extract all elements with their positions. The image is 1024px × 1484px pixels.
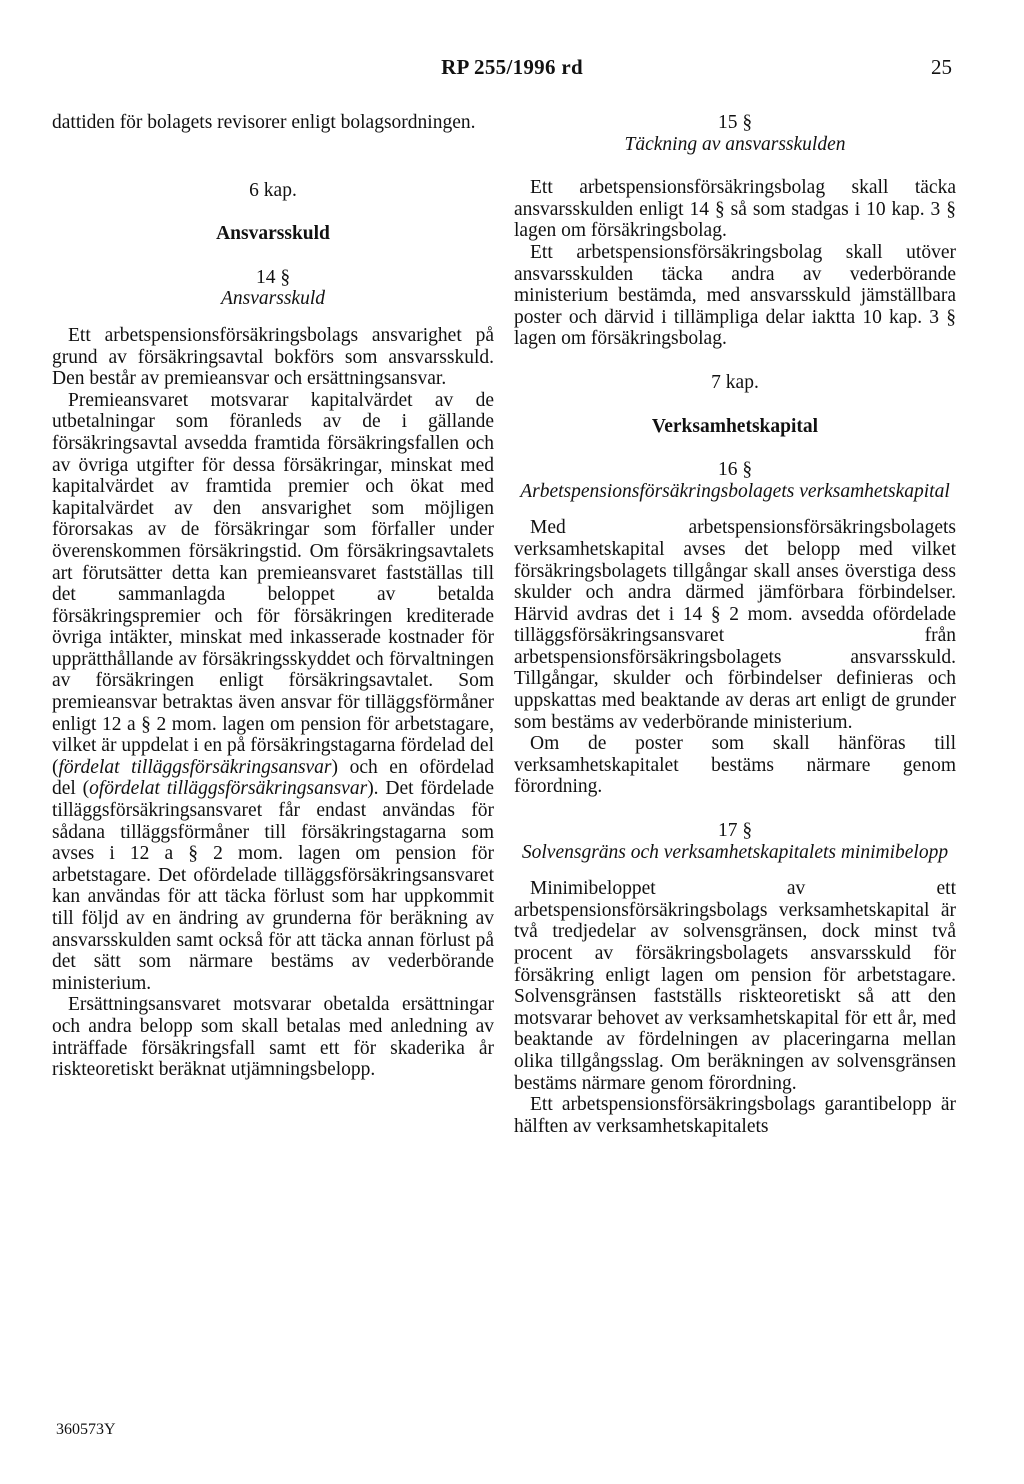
body-paragraph: Ett arbetspensionsförsäkringsbolag skall utöver ansvarsskulden täcka andra av vederbörande ministerium bestämda, med ansvarsskuld jämställbara poster och därvid i tillämpliga delar iaktta 10 kap. 3 § lagen om försäkringsbolag. bbox=[514, 241, 956, 350]
chapter-title: Verksamhetskapital bbox=[651, 415, 819, 437]
right-column bbox=[514, 112, 956, 1137]
left-column bbox=[52, 112, 494, 1081]
italic-term: ofördelat tilläggsförsäkringsansvar bbox=[89, 778, 368, 800]
running-title: RP 255/1996 rd bbox=[441, 55, 583, 79]
section-number: 16 § bbox=[717, 459, 753, 481]
chapter-number: 7 kap. bbox=[711, 371, 759, 393]
print-code: 360573Y bbox=[56, 1421, 116, 1438]
section-number: 17 § bbox=[717, 820, 753, 842]
body-paragraph: Ett arbetspensionsförsäkringsbolag skall täcka ansvarsskulden enligt 14 § så som stadgas i 10 kap. 3 § lagen om försäkringsbolag. bbox=[514, 177, 956, 242]
body-paragraph: Ett arbetspensionsförsäkringsbolags ansvarighet på grund av försäkringsavtal bokförs som ansvarsskuld. Den består av premieansvar och ersättningsansvar. bbox=[52, 324, 494, 390]
section-number: 15 § bbox=[717, 112, 753, 133]
body-paragraph: Med arbetspensionsförsäkringsbolagets verksamhetskapital avses det belopp med vilket försäkringsbolagets tillgångar skall anses överstiga dess skulder och andra därmed jämförbara förbindelser. Härvid avdras det i 14 § 2 mom. avsedda ofördelade tilläggsförsäkringsansvaret från arbetspensionsförsäkringsbolagets ansvarsskuld. Tillgångar, skulder och förbindelser definieras och uppskattas med beaktande av deras art enligt de grunder som bestäms av vederbörande ministerium. bbox=[514, 517, 956, 733]
body-paragraph: Ersättningsansvaret motsvarar obetalda ersättningar och andra belopp som skall betalas med anledning av inträffade försäkringsfall samt ett för skaderika år riskteoretiskt beräknat utjämningsbelopp. bbox=[52, 994, 494, 1081]
continued-paragraph: dattiden för bolagets revisorer enligt bolagsordningen. bbox=[52, 112, 476, 133]
page-header bbox=[0, 55, 1024, 87]
chapter-number: 6 kap. bbox=[249, 179, 297, 201]
chapter-title: Ansvarsskuld bbox=[216, 223, 330, 245]
body-paragraph: Premieansvaret motsvarar kapitalvärdet av de utbetalningar som föranleds av de i gällande försäkringsavtal avsedda framtida försäkringsfallen och av övriga utgifter för dessa försäkringar, minskat med kapitalvärdet av framtida premier och ökat med kapitalvärdet av den ansvarighet som möjligen förorsakas av de försäkringar som förfaller under överenskommen försäkringstid. Om försäkringsavtalets art förutsätter detta kan premieansvaret fastställas till det sammanlagda beloppet av betalda försäkringspremier och för försäkringen krediterade övriga intäkter, minskat med inkasserade kostnader för upprätthållande av försäkringsskyddet och förvaltningen av försäkringen enligt försäkringsavtalet. Som premieansvar betraktas även ansvar för tilläggsförmåner enligt 12 a § 2 mom. lagen om pension för arbetstagare, vilket är uppdelat i en på försäkringstagarna fördelad del (fördelat tilläggsförsäkringsansvar) och en ofördelad del (ofördelat tilläggsförsäkringsansvar). Det fördelade tilläggsförsäkringsansvaret får endast användas för sådana tilläggsförmåner till försäkringstagarna som avses i 12 a § 2 mom. lagen om pension för arbetstagare. Det ofördelade tilläggsförsäkringsansvaret kan användas för att täcka förlust som har uppkommit till följd av en ändring av grunderna för beräkning av ansvarsskulden samt också för att täcka annan förlust på det sätt som närmare bestäms av vederbörande ministerium. bbox=[52, 389, 494, 994]
section-number: 14 § bbox=[255, 266, 291, 288]
body-paragraph: Om de poster som skall hänföras till verksamhetskapitalet bestäms närmare genom förordning. bbox=[514, 733, 956, 798]
body-paragraph: Ett arbetspensionsförsäkringsbolags garantibelopp är hälften av verksamhetskapitalets bbox=[514, 1094, 956, 1137]
section-title: Solvensgräns och verksamhetskapitalets minimibelopp bbox=[521, 841, 949, 863]
section-title: Täckning av ansvarsskulden bbox=[624, 133, 846, 155]
section-title: Arbetspensionsförsäkringsbolagets verksamhetskapital bbox=[520, 480, 950, 502]
page-number: 25 bbox=[931, 55, 952, 79]
body-paragraph: Minimibeloppet av ett arbetspensionsförsäkringsbolags verksamhetskapital är två tredjedelar av solvensgränsen, dock minst två procent av försäkringsbolagets ansvarsskuld för försäkring enligt lagen om pension för arbetstagare. Solvensgränsen fastställs riskteoretiskt så att den motsvarar behovet av verksamhetskapital för ett år, med beaktande av fördelningen av placeringarna mellan olika tillgångsslag. Om beräkningen av solvensgränsen bestäms närmare genom förordning. bbox=[514, 878, 956, 1094]
italic-term: fördelat tilläggsförsäkringsansvar bbox=[58, 756, 332, 778]
section-title: Ansvarsskuld bbox=[221, 288, 325, 310]
